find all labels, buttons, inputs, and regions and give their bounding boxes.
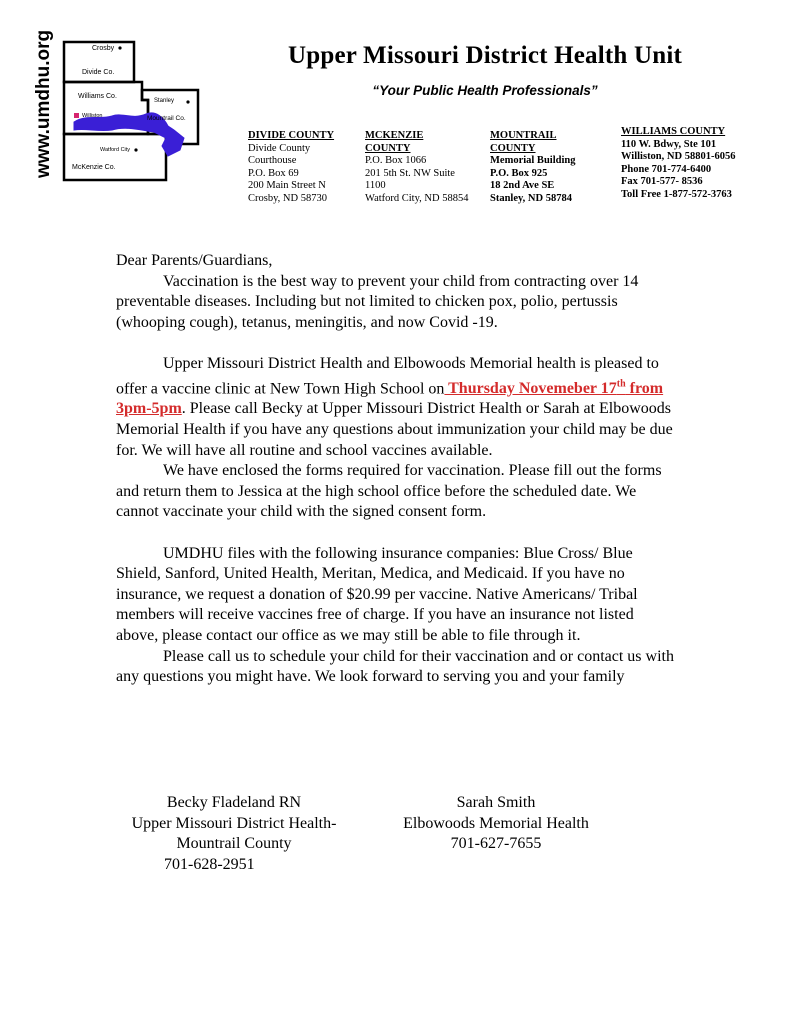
clinic-time: from 3pm-5pm <box>116 379 664 418</box>
county-map-logo <box>56 38 206 188</box>
map-label-mountrail: Mountrail Co. <box>147 115 186 122</box>
paragraph-insurance: UMDHU files with the following insurance companies: Blue Cross/ Blue Shield, Sanford, United Health, Meritan, Medica, and Medicaid. If you have no insurance, we request a donation of $20.99 per vaccine. Native Americans/ Tribal members will receive vaccines free of charge. If you have an insurance not listed above, please contact our office as we may still be able to file through it. <box>116 544 638 645</box>
paragraph-clinic-announcement <box>116 354 676 461</box>
signer-phone: 701-627-7655 <box>450 835 542 853</box>
map-label-divide: Divide Co. <box>82 69 115 76</box>
organization-tagline: “Your Public Health Professionals” <box>372 83 598 98</box>
office-heading: MCKENZIE COUNTY <box>365 130 424 154</box>
office-line: 1100 <box>365 180 386 191</box>
signer-organization: Upper Missouri District Health- <box>131 814 337 832</box>
office-line: Fax 701-577- 8536 <box>621 176 703 187</box>
office-heading: MOUNTRAIL COUNTY <box>490 130 557 154</box>
signer-county: Mountrail County <box>176 835 292 853</box>
map-label-williams: Williams Co. <box>78 93 117 100</box>
stanley-marker <box>186 100 189 103</box>
map-label-crosby: Crosby <box>92 45 115 52</box>
organization-title: Upper Missouri District Health Unit <box>287 42 682 69</box>
office-line: Divide County <box>248 142 311 154</box>
salutation: Dear Parents/Guardians, <box>116 252 273 269</box>
office-line: 18 2nd Ave SE <box>490 180 555 191</box>
office-line: Phone 701-774-6400 <box>621 163 712 175</box>
paragraph-closing: Please call us to schedule your child for their vaccination and or contact us with any questions you might have. We look forward to serving you and your family <box>116 647 674 686</box>
office-line: 110 W. Bdwy, Ste 101 <box>621 138 717 150</box>
office-line: 201 5th St. NW Suite <box>365 167 455 179</box>
clinic-text-intro: Upper Missouri District Health and Elbowoods Memorial health is pleased to offer a vaccine clinic at New Town High School on <box>116 354 659 397</box>
office-line: Crosby, ND 58730 <box>248 192 327 204</box>
paragraph-forms: We have enclosed the forms required for vaccination. Please fill out the forms and return them to Jessica at the high school office before the scheduled date. We cannot vaccinate your child with the signed consent form. <box>116 462 662 521</box>
office-mountrail-county <box>490 130 600 205</box>
map-label-watford: Watford City <box>100 147 131 153</box>
website-url-vertical: www.umdhu.org <box>33 29 54 178</box>
williston-marker <box>74 113 79 118</box>
clinic-date: Thursday Novemeber 17 <box>444 379 617 397</box>
office-line: Courthouse <box>248 155 297 166</box>
office-line: P.O. Box 69 <box>248 167 299 179</box>
office-line: Williston, ND 58801-6056 <box>621 151 736 162</box>
map-label-williston: Williston <box>82 113 103 119</box>
letter-body <box>116 251 676 688</box>
signature-right <box>383 793 609 855</box>
signer-phone: 701-628-2951 <box>164 855 255 873</box>
watford-city-marker <box>134 148 137 151</box>
crosby-marker <box>118 46 121 49</box>
office-mckenzie-county <box>365 130 480 205</box>
office-line: Memorial Building <box>490 155 576 166</box>
office-line: Watford City, ND 58854 <box>365 192 469 204</box>
signer-organization: Elbowoods Memorial Health <box>403 814 589 832</box>
clinic-date-suffix: th <box>616 378 626 390</box>
office-line: 200 Main Street N <box>248 180 326 191</box>
office-williams-county <box>621 126 761 201</box>
office-heading: DIVIDE COUNTY <box>248 130 335 141</box>
office-line: P.O. Box 925 <box>490 167 548 179</box>
office-line: Toll Free 1-877-572-3763 <box>621 188 732 200</box>
paragraph-vaccination-importance: Vaccination is the best way to prevent your child from contracting over 14 preventable diseases. Including but not limited to chicken pox, polio, pertussis (whooping cough), tetanus, meningitis, and now Covid -19. <box>116 272 639 331</box>
office-heading: WILLIAMS COUNTY <box>621 126 726 137</box>
mckenzie-county-outline <box>64 134 166 180</box>
map-label-stanley: Stanley <box>154 98 175 104</box>
office-line: P.O. Box 1066 <box>365 155 427 166</box>
office-divide-county <box>248 130 358 205</box>
signature-left <box>110 793 358 875</box>
signer-name: Becky Fladeland RN <box>166 794 302 811</box>
map-label-mckenzie: McKenzie Co. <box>72 164 116 171</box>
clinic-text-details: . Please call Becky at Upper Missouri District Health or Sarah at Elbowoods Memorial Health if you have any questions about immunization your child may be due for. We will have all routine and school vaccines available. <box>116 400 673 459</box>
office-line: Stanley, ND 58784 <box>490 192 572 204</box>
signer-name: Sarah Smith <box>456 794 536 811</box>
